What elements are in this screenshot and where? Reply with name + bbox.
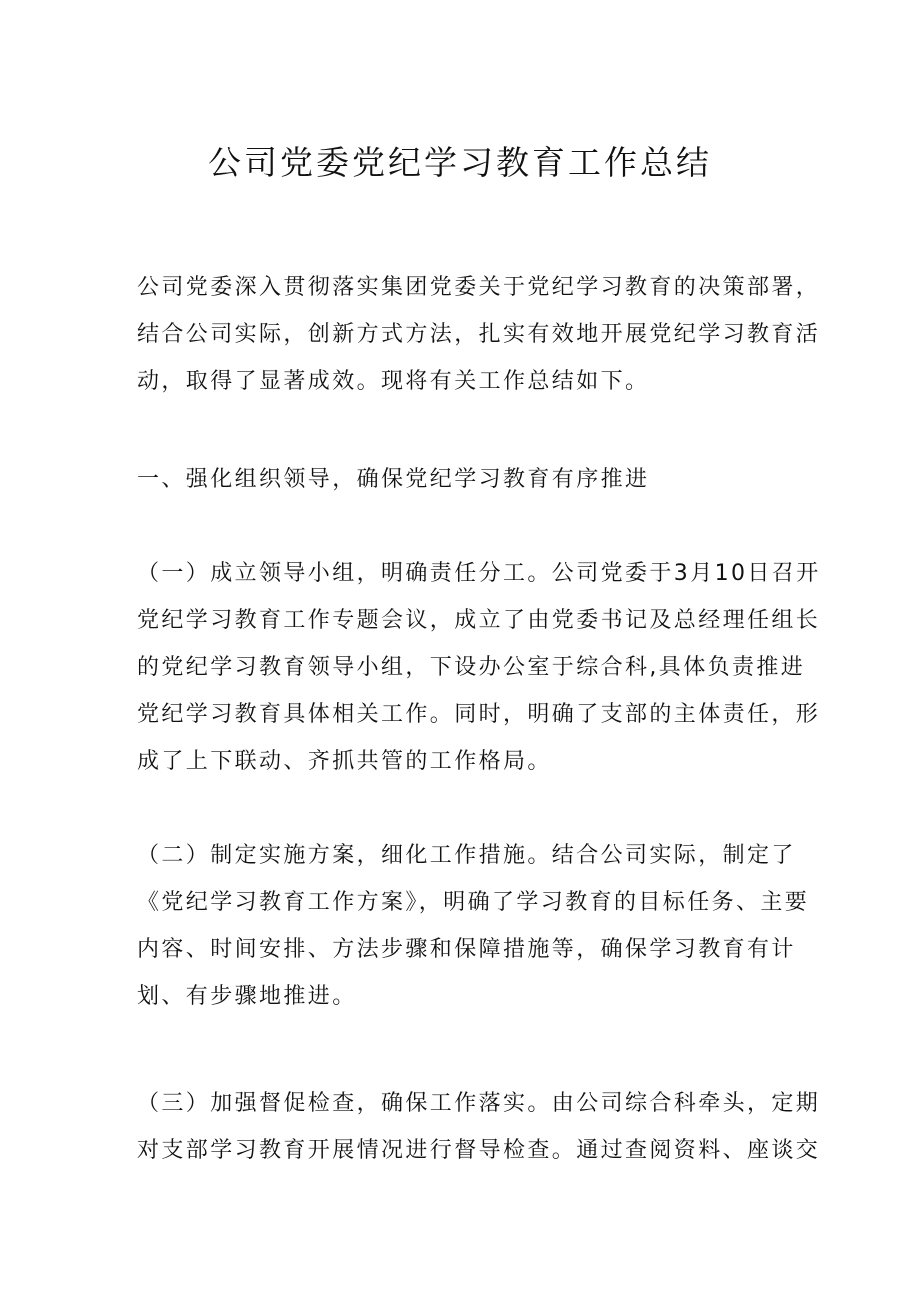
intro-line: 公司党委深入贯彻落实集团党委关于党纪学习教育的决策部署， [137,275,821,300]
item-one-line: 党纪学习教育工作专题会议，成立了由党委书记及总经理任组长 [137,608,821,633]
item-one-line: （一）成立领导小组，明确责任分工。公司党委于3月10日召开 [137,561,821,586]
section-heading-text: 一、强化组织领导，确保党纪学习教育有序推进 [137,467,650,492]
item-two-line: （二）制定实施方案，细化工作措施。结合公司实际，制定了 [137,843,796,868]
document-title: 公司党委党纪学习教育工作总结 [208,143,712,182]
intro-line: 动，取得了显著成效。现将有关工作总结如下。 [137,369,650,394]
item-three-line: （三）加强督促检查，确保工作落实。由公司综合科牵头，定期 [137,1091,821,1116]
intro-paragraph [137,264,821,405]
item-one-line: 党纪学习教育具体相关工作。同时，明确了支部的主体责任，形 [137,702,821,727]
item-one-line: 的党纪学习教育领导小组，下设办公室于综合科,具体负责推进 [137,655,806,680]
item-one-paragraph [137,550,821,785]
item-two-line: 划、有步骤地推进。 [137,984,357,1009]
intro-line: 结合公司实际，创新方式方法，扎实有效地开展党纪学习教育活 [137,322,821,347]
item-two-line: 内容、时间安排、方法步骤和保障措施等，确保学习教育有计 [137,937,796,962]
item-three-line: 对支部学习教育开展情况进行督导检查。通过查阅资料、座谈交 [137,1138,821,1163]
section-heading [137,456,787,503]
item-one-line: 成了上下联动、齐抓共管的工作格局。 [137,749,552,774]
item-two-paragraph [137,832,810,1020]
item-three-paragraph [137,1080,821,1174]
item-two-line: 《党纪学习教育工作方案》，明确了学习教育的目标任务、主要 [137,890,810,915]
